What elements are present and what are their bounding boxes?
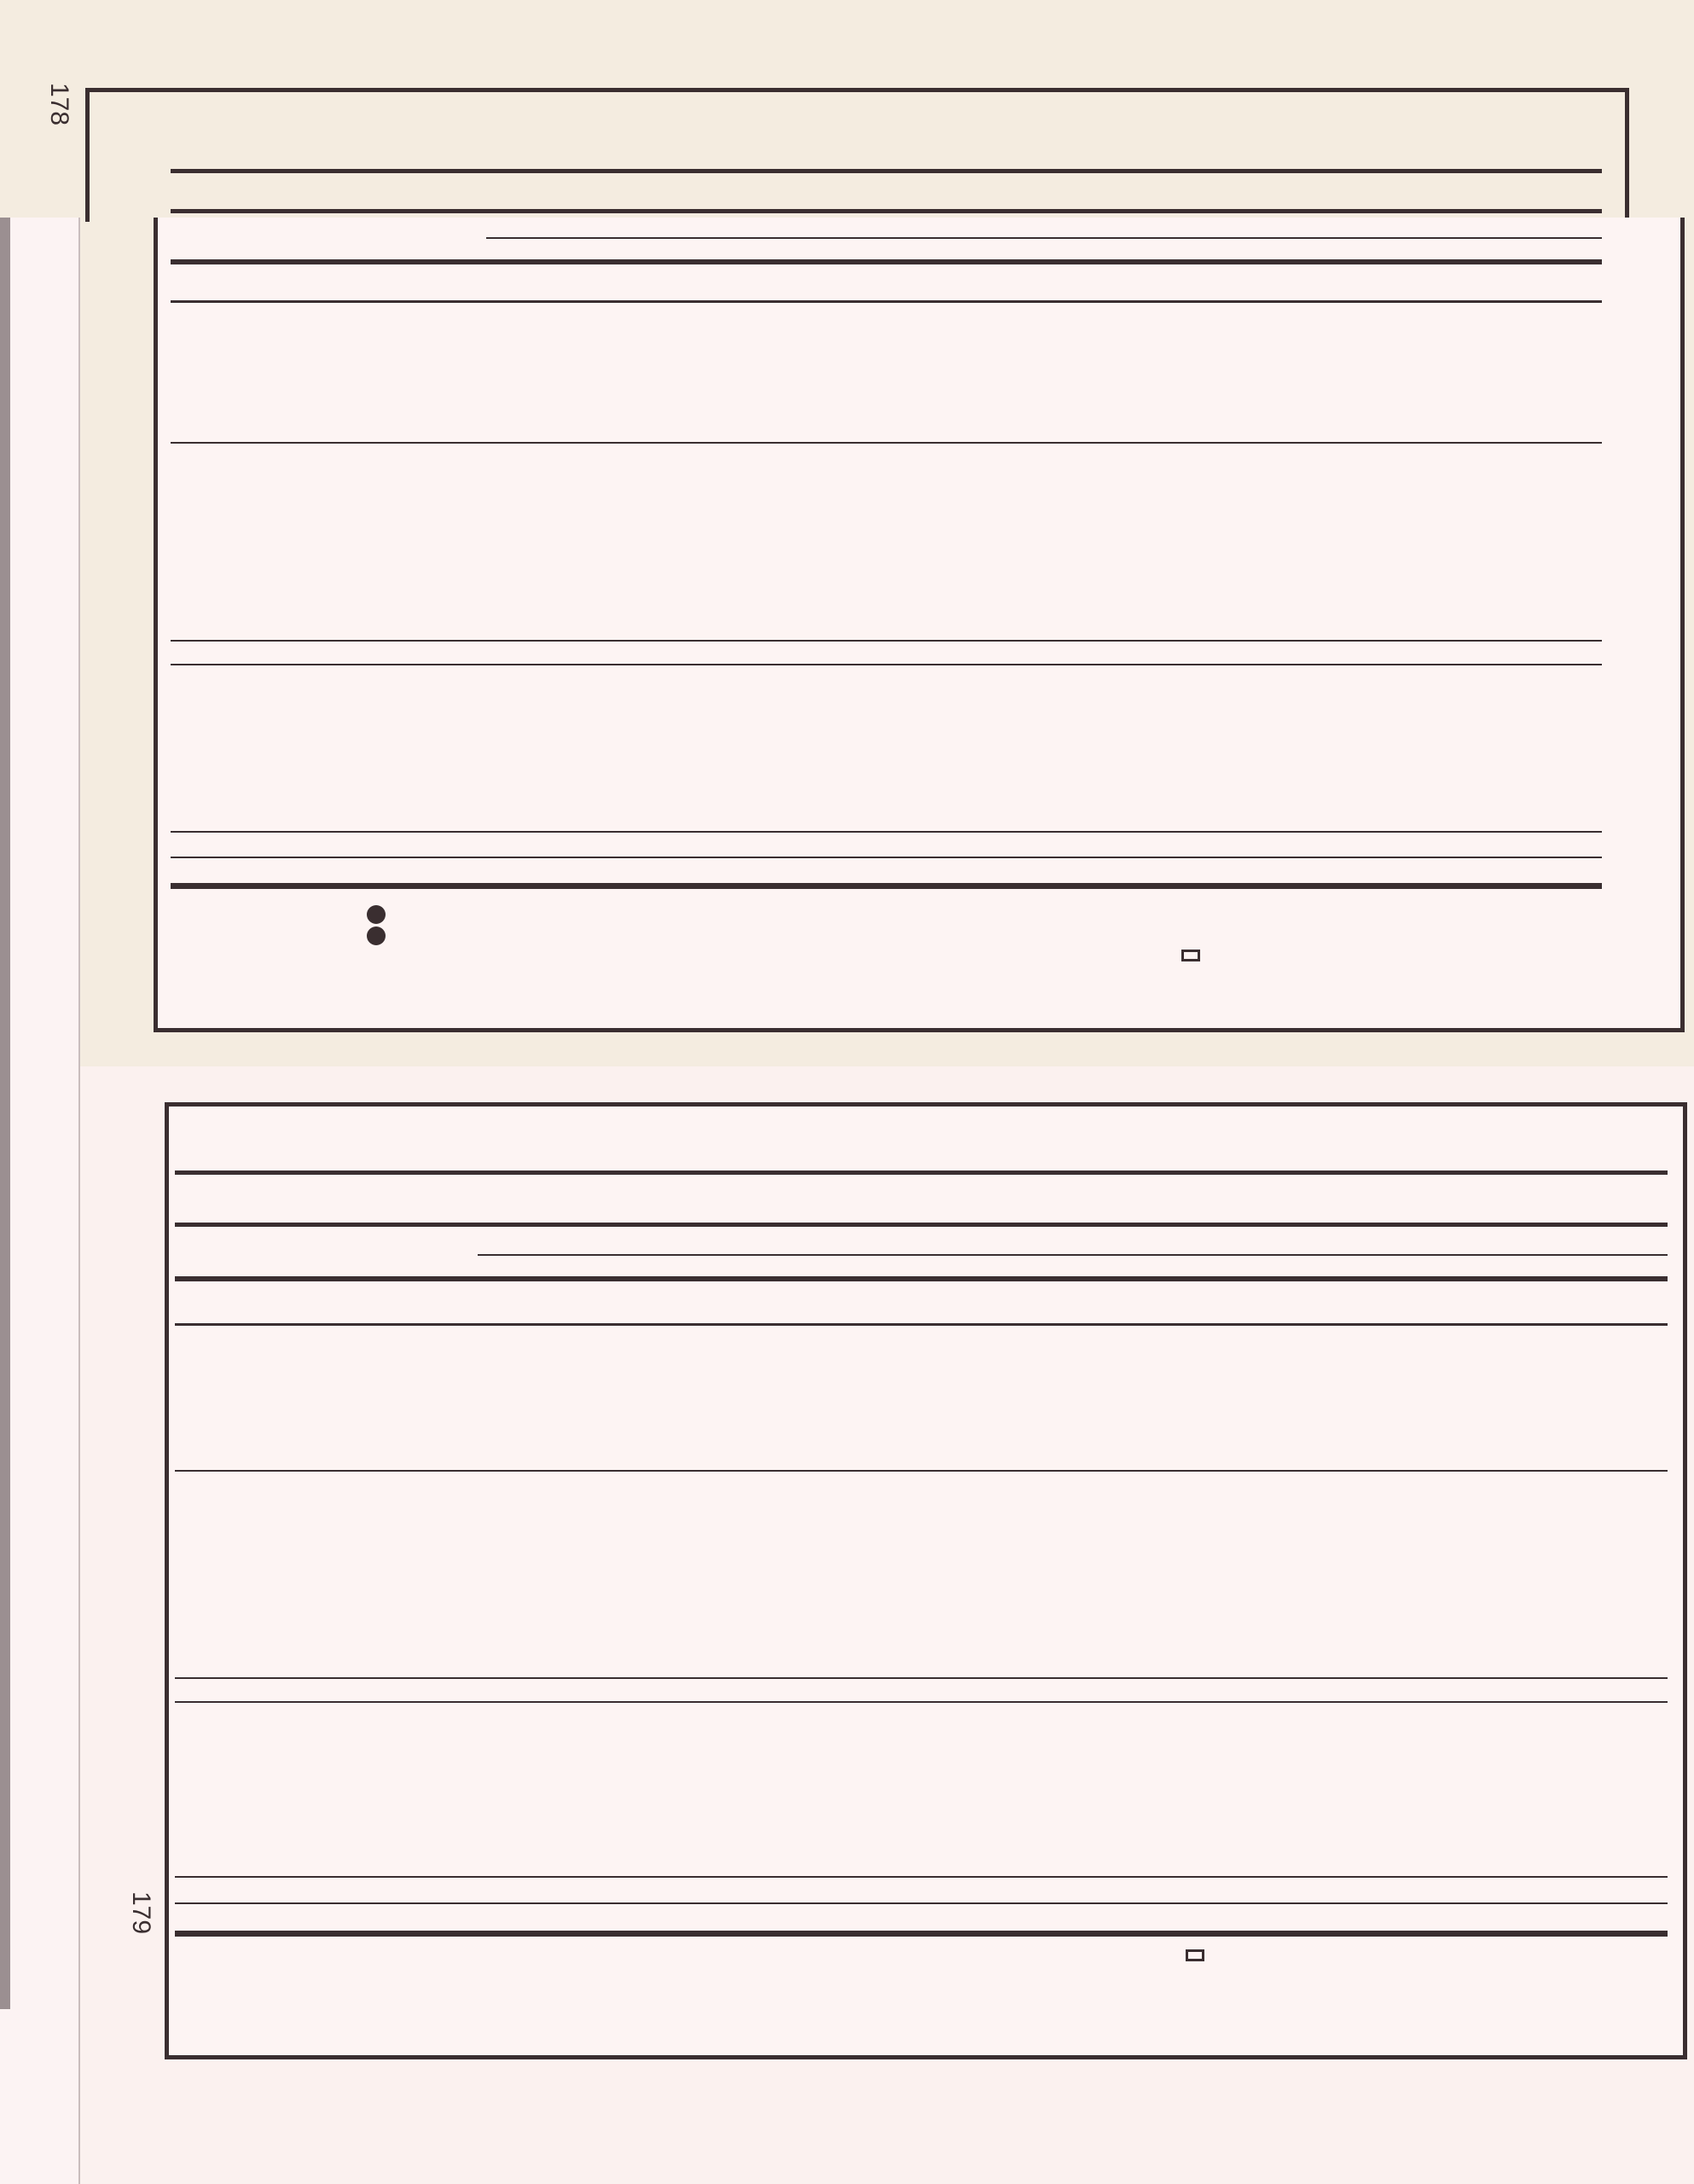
table-bottom-rule-2: [175, 1931, 1668, 1937]
header-top-rule-1: [171, 209, 1602, 213]
section-rule: [175, 1701, 1668, 1703]
page-number-right: 179: [127, 1891, 156, 1935]
header-bottom-rule-2: [175, 1276, 1668, 1281]
header-bottom-rule-1: [171, 259, 1602, 264]
footnote-1-icon: [367, 905, 386, 924]
lippstadt-rule: [171, 300, 1602, 303]
page-margin-strip: [0, 218, 80, 2184]
title-rule-2: [175, 1170, 1668, 1175]
holiday-note: [1181, 950, 1200, 961]
header-mid-rule: [486, 237, 1602, 239]
section-rule: [171, 664, 1602, 665]
legend-item: [367, 923, 386, 947]
title-rule-1: [171, 169, 1602, 173]
section-rule: [175, 1677, 1668, 1679]
section-rule: [171, 831, 1602, 833]
timetable-1-title-block: [85, 88, 1629, 222]
lippstadt-rule: [175, 1323, 1668, 1326]
legend-item: [367, 902, 386, 926]
holiday-note: [1186, 1949, 1204, 1961]
header-mid-rule: [478, 1254, 1668, 1256]
section-rule: [175, 1902, 1668, 1904]
page-number-left: 178: [45, 82, 74, 126]
header-top-rule-2: [175, 1223, 1668, 1227]
page-edge-shadow: [0, 218, 10, 2009]
footnote-2-icon: [367, 926, 386, 945]
table-bottom-rule-1: [171, 883, 1602, 889]
timetable-2-frame: [165, 1102, 1687, 2059]
section-rule: [171, 640, 1602, 642]
section-rule: [171, 442, 1602, 444]
section-rule: [175, 1470, 1668, 1472]
section-rule: [175, 1876, 1668, 1878]
section-rule: [171, 857, 1602, 858]
